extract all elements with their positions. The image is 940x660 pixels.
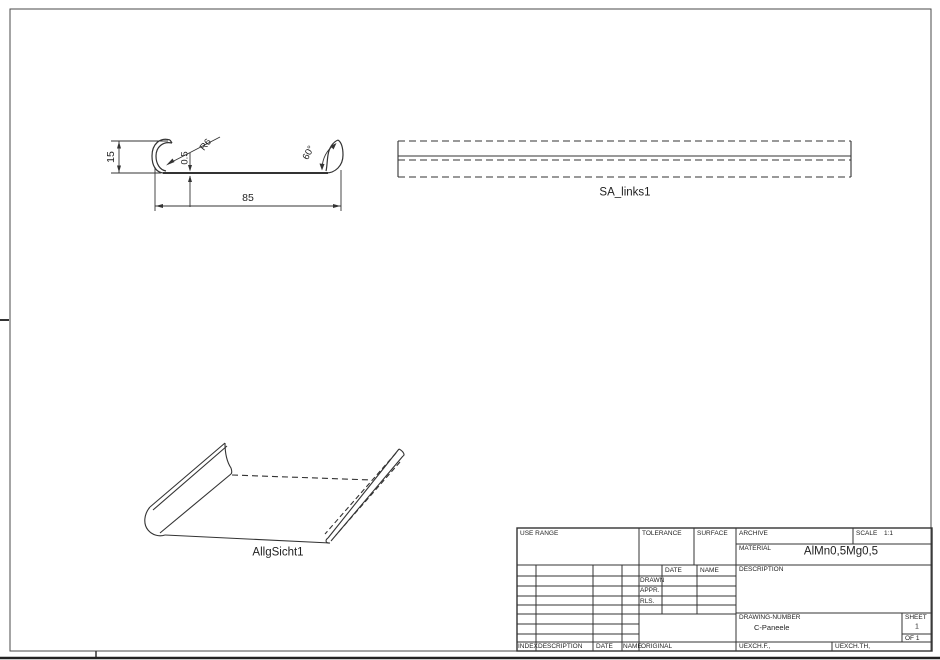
titleblock-rls-label: RLS. <box>640 598 655 605</box>
dimension-height: 15 <box>104 151 117 163</box>
titleblock-drawing-number-value: C-Paneele <box>754 623 790 632</box>
titleblock-uexchth-label: UEXCH.TH, <box>835 643 871 650</box>
dimension-radius: R6 <box>197 136 214 154</box>
titleblock-index-header: INDEX <box>518 643 538 650</box>
titleblock-date-footer: DATE <box>596 643 613 650</box>
titleblock-material-value: AlMn0,5Mg0,5 <box>803 545 879 558</box>
sheet-frame <box>0 9 940 659</box>
titleblock-name-footer: NAME <box>623 643 642 650</box>
titleblock-of-label: OF 1 <box>905 635 920 642</box>
titleblock-name-header: NAME <box>700 567 719 574</box>
dimension-thickness: 0.5 <box>179 151 191 165</box>
side-view <box>398 141 851 177</box>
titleblock-uexchf-label: UEXCH.F., <box>739 643 771 650</box>
titleblock-scale-value: 1:1 <box>884 530 894 537</box>
titleblock-drawn-label: DRAWN <box>640 577 665 584</box>
iso-right-curl-end <box>399 449 404 456</box>
titleblock-drawing-number-label: DRAWING-NUMBER <box>739 614 801 621</box>
titleblock-description-label: DESCRIPTION <box>739 566 784 573</box>
iso-right-curl-hidden1 <box>325 453 396 534</box>
titleblock-material-label: MATERIAL <box>739 545 772 552</box>
titleblock-description-header: DESCRIPTION <box>538 643 583 650</box>
titleblock-appr-label: APPR. <box>640 587 660 594</box>
titleblock-scale-label: SCALE <box>856 530 878 537</box>
dimension-width: 85 <box>242 191 254 204</box>
titleblock-tolerance-label: TOLERANCE <box>642 530 682 537</box>
iso-right-curl-hidden2 <box>336 462 400 535</box>
iso-left-curl-end <box>225 443 232 474</box>
iso-back-edge-hidden <box>232 475 372 480</box>
iso-front-edge <box>165 535 330 543</box>
titleblock-archive-label: ARCHIVE <box>739 530 768 537</box>
view-label-side: SA_links1 <box>599 186 651 199</box>
iso-view <box>145 443 404 543</box>
titleblock-sheet-label: SHEET <box>905 614 927 621</box>
iso-right-curl-cap <box>326 538 330 543</box>
titleblock-sheet-value: 1 <box>915 623 919 631</box>
titleblock-surface-label: SURFACE <box>697 530 728 537</box>
titleblock-original-label: ORIGINAL <box>641 643 673 650</box>
titleblock-use-range-label: USE RANGE <box>520 530 559 537</box>
view-label-iso: AllgSicht1 <box>252 546 304 559</box>
dimension-angle: 60° <box>300 143 318 162</box>
profile-left-curl-inner <box>156 143 172 171</box>
titleblock-date-header: DATE <box>665 567 682 574</box>
profile-right-curl-inner <box>326 140 338 171</box>
